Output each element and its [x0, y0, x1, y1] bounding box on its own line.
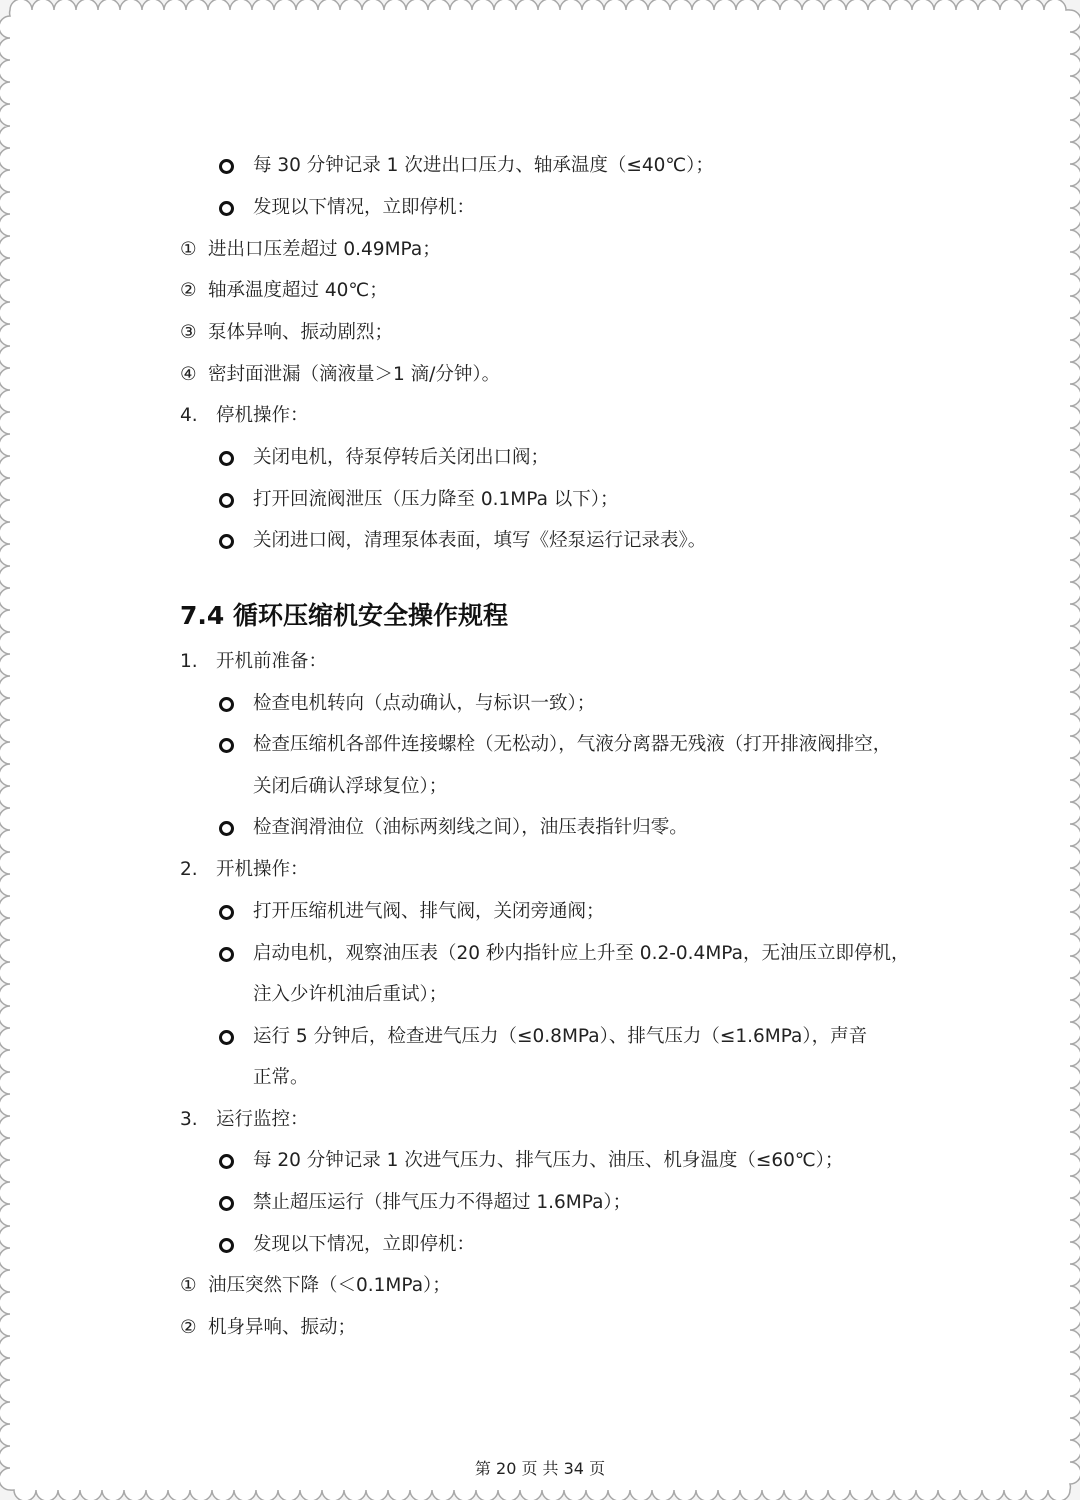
list-item-text: 检查压缩机各部件连接螺栓（无松动），气液分离器无残液（打开排液阀排空， — [253, 734, 892, 755]
hollow-bullet-icon — [219, 821, 234, 836]
hollow-bullet-icon — [219, 1030, 234, 1045]
section-heading: 7.4 循环压缩机安全操作规程 — [180, 601, 508, 630]
list-item-text: 发现以下情况，立即停机： — [253, 1234, 476, 1255]
hollow-bullet-icon — [219, 905, 234, 920]
list-item-text: 机身异响、振动； — [208, 1317, 357, 1338]
page-footer: 第 20 页 共 34 页 — [474, 1459, 606, 1478]
list-item-text: 关闭进口阀，清理泵体表面，填写《烃泵运行记录表》。 — [253, 530, 707, 551]
list-item-text: 禁止超压运行（排气压力不得超过 1.6MPa）； — [253, 1192, 632, 1213]
list-item-text: 打开压缩机进气阀、排气阀，关闭旁通阀； — [253, 901, 605, 922]
circled-number-marker: ② — [180, 1317, 197, 1338]
list-item-text: 正常。 — [253, 1067, 309, 1088]
hollow-bullet-icon — [219, 493, 234, 508]
hollow-bullet-icon — [219, 201, 234, 216]
list-step-title: 停机操作： — [216, 405, 309, 426]
hollow-bullet-icon — [219, 159, 234, 174]
hollow-bullet-icon — [219, 1154, 234, 1169]
list-item-text: 运行 5 分钟后，检查进气压力（≤0.8MPa）、排气压力（≤1.6MPa），声音 — [253, 1026, 868, 1047]
list-number-marker: 2. — [180, 859, 198, 880]
hollow-bullet-icon — [219, 1238, 234, 1253]
hollow-bullet-icon — [219, 451, 234, 466]
hollow-bullet-icon — [219, 1196, 234, 1211]
list-item-text: 检查润滑油位（油标两刻线之间），油压表指针归零。 — [253, 817, 688, 838]
hollow-bullet-icon — [219, 738, 234, 753]
list-item-text: 注入少许机油后重试）； — [253, 984, 448, 1005]
list-item-text: 关闭后确认浮球复位）； — [253, 776, 448, 797]
list-step-title: 运行监控： — [216, 1109, 309, 1130]
circled-number-marker: ③ — [180, 322, 197, 343]
list-item-text: 关闭电机，待泵停转后关闭出口阀； — [253, 447, 550, 468]
list-item-text: 密封面泄漏（滴液量＞1 滴/分钟）。 — [208, 364, 501, 385]
hollow-bullet-icon — [219, 534, 234, 549]
hollow-bullet-icon — [219, 947, 234, 962]
list-item-text: 发现以下情况，立即停机： — [253, 197, 476, 218]
list-number-marker: 3. — [180, 1109, 198, 1130]
list-item-text: 打开回流阀泄压（压力降至 0.1MPa 以下）； — [253, 489, 619, 510]
list-item-text: 油压突然下降（＜0.1MPa）； — [208, 1275, 451, 1296]
list-item-text: 每 20 分钟记录 1 次进气压力、排气压力、油压、机身温度（≤60℃）； — [253, 1150, 844, 1171]
list-step-title: 开机前准备： — [216, 651, 328, 672]
list-item-text: 启动电机，观察油压表（20 秒内指针应上升至 0.2-0.4MPa，无油压立即停机， — [253, 943, 910, 964]
list-item-text: 泵体异响、振动剧烈； — [208, 322, 394, 343]
list-item-text: 进出口压差超过 0.49MPa； — [208, 239, 441, 260]
circled-number-marker: ② — [180, 280, 197, 301]
list-item-text: 检查电机转向（点动确认，与标识一致）； — [253, 693, 596, 714]
circled-number-marker: ① — [180, 1275, 197, 1296]
list-number-marker: 1. — [180, 651, 198, 672]
circled-number-marker: ① — [180, 239, 197, 260]
list-step-title: 开机操作： — [216, 859, 309, 880]
circled-number-marker: ④ — [180, 364, 197, 385]
hollow-bullet-icon — [219, 697, 234, 712]
list-item-text: 轴承温度超过 40℃； — [208, 280, 388, 301]
list-item-text: 每 30 分钟记录 1 次进出口压力、轴承温度（≤40℃）； — [253, 155, 714, 176]
list-number-marker: 4. — [180, 405, 198, 426]
